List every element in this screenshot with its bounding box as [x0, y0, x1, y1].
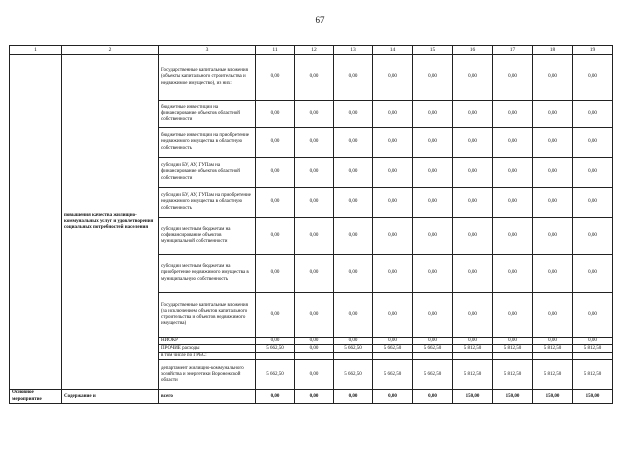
empty-cell: [334, 353, 373, 360]
table-row: [10, 55, 613, 101]
value-cell: 0,00: [373, 101, 413, 128]
value-cell: 0,00: [493, 293, 533, 338]
header-cell: 19: [573, 46, 613, 55]
value-cell: 0,00: [493, 188, 533, 218]
header-cell: 12: [295, 46, 334, 55]
value-cell: 0,00: [533, 293, 573, 338]
value-cell: 0,00: [573, 55, 613, 101]
value-cell: 0,00: [573, 255, 613, 293]
value-cell: 0,00: [413, 128, 453, 158]
value-cell: 0,00: [295, 293, 334, 338]
event-name: Содержание и: [62, 390, 159, 403]
empty-cell: [256, 353, 295, 360]
value-cell: 5 662,50: [256, 360, 295, 390]
value-cell: 0,00: [413, 338, 453, 345]
value-cell: 0,00: [493, 158, 533, 188]
value-cell: 0,00: [573, 293, 613, 338]
value-cell: 0,00: [334, 293, 373, 338]
value-cell: 0,00: [373, 128, 413, 158]
value-cell: 0,00: [334, 338, 373, 345]
value-cell: 0,00: [413, 101, 453, 128]
value-cell: 0,00: [373, 158, 413, 188]
value-cell: 5 662,50: [256, 345, 295, 353]
value-cell: 0,00: [493, 101, 533, 128]
value-cell: 150,00: [453, 390, 493, 403]
value-cell: 0,00: [334, 390, 373, 403]
value-cell: 0,00: [256, 338, 295, 345]
value-cell: 0,00: [295, 218, 334, 255]
value-cell: 0,00: [256, 158, 295, 188]
value-cell: 0,00: [453, 338, 493, 345]
value-cell: 0,00: [256, 128, 295, 158]
value-cell: 5 812,50: [453, 360, 493, 390]
value-cell: 0,00: [373, 293, 413, 338]
value-cell: 0,00: [573, 128, 613, 158]
value-cell: 0,00: [453, 55, 493, 101]
value-cell: 0,00: [295, 360, 334, 390]
value-cell: 0,00: [413, 188, 453, 218]
value-cell: 0,00: [373, 255, 413, 293]
block-title: повышения качества жилищно-коммунальных услуг и удовлетворения социальных потребностей населения: [62, 55, 159, 390]
value-cell: 0,00: [334, 128, 373, 158]
value-cell: 0,00: [413, 218, 453, 255]
value-cell: 0,00: [533, 55, 573, 101]
value-cell: 5 812,50: [533, 360, 573, 390]
value-cell: 0,00: [413, 390, 453, 403]
value-cell: 5 812,50: [493, 360, 533, 390]
value-cell: 5 662,50: [413, 360, 453, 390]
value-cell: 150,00: [493, 390, 533, 403]
header-cell: 2: [62, 46, 159, 55]
value-cell: 0,00: [493, 338, 533, 345]
value-cell: 0,00: [295, 158, 334, 188]
value-cell: 5 812,50: [493, 345, 533, 353]
value-cell: 0,00: [533, 255, 573, 293]
row-label: субсидии БУ, АУ, ГУПам на приобретение недвижимого имущества в областную собственность: [159, 188, 256, 218]
value-cell: 5 812,50: [573, 360, 613, 390]
value-cell: 0,00: [413, 55, 453, 101]
total-label: всего: [159, 390, 256, 403]
value-cell: 0,00: [334, 101, 373, 128]
value-cell: 0,00: [373, 55, 413, 101]
value-cell: 5 812,50: [573, 345, 613, 353]
value-cell: 0,00: [533, 338, 573, 345]
header-cell: 11: [256, 46, 295, 55]
budget-table: [9, 45, 613, 404]
row-label: субсидии местным бюджетам на приобретение недвижимого имущества в муниципальную собственность: [159, 255, 256, 293]
value-cell: 0,00: [413, 255, 453, 293]
value-cell: 5 812,50: [533, 345, 573, 353]
value-cell: 0,00: [533, 158, 573, 188]
value-cell: 0,00: [573, 338, 613, 345]
value-cell: 0,00: [295, 188, 334, 218]
value-cell: 0,00: [493, 128, 533, 158]
header-row: [10, 46, 613, 55]
row-label: ПРОЧИЕ расходы: [159, 345, 256, 353]
header-cell: 3: [159, 46, 256, 55]
row-label: Государственные капитальные вложения (объекты капитального строительства и недвижимое имущество), из них:: [159, 55, 256, 101]
value-cell: 0,00: [373, 188, 413, 218]
value-cell: 0,00: [533, 101, 573, 128]
empty-cell: [10, 55, 62, 390]
row-label: субсидии БУ, АУ, ГУПам на финансирование объектов областной собственности: [159, 158, 256, 188]
value-cell: 0,00: [256, 188, 295, 218]
value-cell: 0,00: [493, 55, 533, 101]
value-cell: 0,00: [295, 128, 334, 158]
total-row: [10, 390, 613, 403]
header-cell: 15: [413, 46, 453, 55]
value-cell: 0,00: [295, 255, 334, 293]
header-cell: 13: [334, 46, 373, 55]
value-cell: 0,00: [295, 345, 334, 353]
row-label: бюджетные инвестиции на финансирование объектов областной собственности: [159, 101, 256, 128]
value-cell: 0,00: [413, 158, 453, 188]
value-cell: 5 662,50: [334, 345, 373, 353]
value-cell: 0,00: [573, 218, 613, 255]
page-number: 67: [315, 15, 325, 25]
empty-cell: [413, 353, 453, 360]
empty-cell: [573, 353, 613, 360]
value-cell: 150,00: [573, 390, 613, 403]
value-cell: 0,00: [256, 101, 295, 128]
row-label: субсидии местным бюджетам на софинансирование объектов муниципальной собственности: [159, 218, 256, 255]
value-cell: 0,00: [256, 390, 295, 403]
value-cell: 0,00: [256, 293, 295, 338]
value-cell: 0,00: [533, 188, 573, 218]
empty-cell: [373, 353, 413, 360]
empty-cell: [533, 353, 573, 360]
value-cell: 0,00: [256, 255, 295, 293]
value-cell: 0,00: [573, 158, 613, 188]
header-cell: 14: [373, 46, 413, 55]
value-cell: 5 662,50: [373, 360, 413, 390]
value-cell: 0,00: [373, 390, 413, 403]
value-cell: 0,00: [533, 218, 573, 255]
value-cell: 0,00: [453, 158, 493, 188]
value-cell: 0,00: [334, 188, 373, 218]
event-type: Основное мероприятие: [10, 390, 62, 403]
row-label: НИОКР: [159, 338, 256, 345]
value-cell: 0,00: [413, 293, 453, 338]
grbs-caption: в том числе по ГРБС:: [159, 353, 256, 360]
grbs-label: департамент жилищно-коммунального хозяйства и энергетики Воронежской области: [159, 360, 256, 390]
value-cell: 0,00: [334, 158, 373, 188]
value-cell: 0,00: [453, 128, 493, 158]
value-cell: 0,00: [573, 188, 613, 218]
empty-cell: [453, 353, 493, 360]
value-cell: 5 662,50: [334, 360, 373, 390]
header-cell: 1: [10, 46, 62, 55]
header-cell: 18: [533, 46, 573, 55]
header-cell: 16: [453, 46, 493, 55]
value-cell: 0,00: [334, 255, 373, 293]
value-cell: 150,00: [533, 390, 573, 403]
value-cell: 0,00: [453, 101, 493, 128]
value-cell: 0,00: [373, 218, 413, 255]
value-cell: 0,00: [295, 55, 334, 101]
value-cell: 0,00: [453, 188, 493, 218]
value-cell: 0,00: [256, 218, 295, 255]
value-cell: 0,00: [533, 128, 573, 158]
value-cell: 0,00: [256, 55, 295, 101]
empty-cell: [295, 353, 334, 360]
empty-cell: [493, 353, 533, 360]
value-cell: 0,00: [295, 390, 334, 403]
value-cell: 5 662,50: [373, 345, 413, 353]
header-cell: 17: [493, 46, 533, 55]
value-cell: 0,00: [453, 218, 493, 255]
value-cell: 0,00: [334, 218, 373, 255]
value-cell: 0,00: [373, 338, 413, 345]
value-cell: 0,00: [453, 293, 493, 338]
value-cell: 0,00: [334, 55, 373, 101]
value-cell: 0,00: [295, 101, 334, 128]
value-cell: 0,00: [573, 101, 613, 128]
value-cell: 5 812,50: [453, 345, 493, 353]
value-cell: 5 662,50: [413, 345, 453, 353]
value-cell: 0,00: [493, 218, 533, 255]
value-cell: 0,00: [453, 255, 493, 293]
row-label: бюджетные инвестиции на приобретение недвижимого имущества в областную собственность: [159, 128, 256, 158]
row-label: Государственные капитальные вложения (за исключением объектов капитального строительства и объектов недвижимого имущества): [159, 293, 256, 338]
value-cell: 0,00: [295, 338, 334, 345]
value-cell: 0,00: [493, 255, 533, 293]
